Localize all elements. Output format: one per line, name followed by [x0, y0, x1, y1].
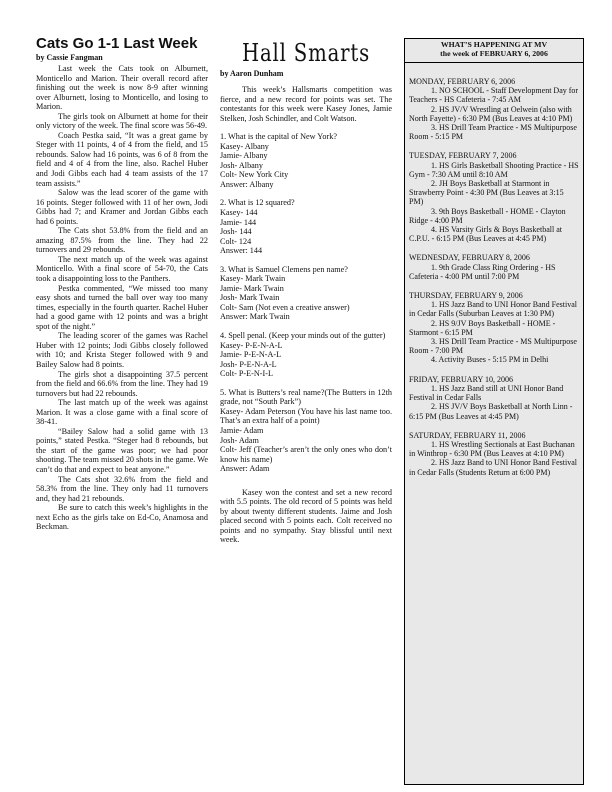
answer-line: Kasey- Albany: [220, 141, 269, 151]
calendar-day: [409, 431, 579, 477]
answer-line: Answer: 144: [220, 246, 263, 256]
article-outro: Kasey won the contest and set a new record with 5.5 points. The old record of 5 points was held by about twenty different students. Jaime and Josh placed second with 5 points each. Colt received no points and no sympathy. Stay blissful until next week.: [220, 487, 392, 545]
calendar-subtitle: the week of FEBRUARY 6, 2006: [440, 49, 548, 58]
question-text: 3. What is Samuel Clemens pen name?: [220, 264, 348, 274]
article-hall-smarts: [220, 36, 392, 545]
quiz-question: [220, 198, 392, 255]
day-label: THURSDAY, FEBRUARY 9, 2006: [409, 291, 523, 301]
event-item: 1. HS Wrestling Sectionals at East Buchanan in Winthrop - 6:30 PM (Bus Leaves at 4:10 PM): [409, 439, 575, 459]
calendar-header: [405, 39, 583, 63]
answer-line: Kasey- Adam Peterson (You have his last name too. That’s an extra half of a point): [220, 406, 392, 426]
article-body: [36, 64, 208, 532]
answer-line: Josh- Adam: [220, 435, 259, 445]
event-item: 1. NO SCHOOL - Staff Development Day for Teachers - HS Cafeteria - 7:45 AM: [409, 86, 579, 105]
answer-line: Colt- New York City: [220, 170, 289, 180]
answer-line: Jamie- Mark Twain: [220, 283, 284, 293]
article-paragraph: Coach Pestka said, “It was a great game by Steger with 11 points, 4 of 4 from the field, and 15 rebounds. Salow had 16 points, was 6 of 8 from the field and 4 of 4 from the line, also. Rachel Huber and Jodi Gibbs each had 4 team assists of the 17 team assists.”: [36, 130, 208, 188]
answer-line: Colt- P-E-N-I-L: [220, 369, 273, 379]
article-paragraph: The girls shot a disappointing 37.5 percent from the field and 66.6% from the line. They had 19 turnovers but had 22 rebounds.: [36, 369, 208, 398]
day-label: TUESDAY, FEBRUARY 7, 2006: [409, 151, 517, 161]
calendar-day: [409, 375, 579, 421]
answer-line: Jamie- 144: [220, 217, 257, 227]
calendar-day: [409, 151, 579, 243]
event-item: 1. 9th Grade Class Ring Ordering - HS Cafeteria - 4:00 PM until 7:00 PM: [409, 262, 556, 281]
article-paragraph: Last week the Cats took on Alburnett, Monticello and Marion. Their overall record after finishing out the week is now 8-9 after winning over Alburnett, losing to Monticello, and losing to Marion.: [36, 64, 208, 112]
answer-line: Jamie- Albany: [220, 151, 268, 161]
calendar-day: [409, 77, 579, 141]
day-label: FRIDAY, FEBRUARY 10, 2006: [409, 374, 513, 384]
article-paragraph: The next match up of the week was against Monticello. With a final score of 54-70, the Cats took a disappointing loss to the Panthers.: [36, 254, 208, 284]
article-cats-basketball: [36, 36, 208, 532]
article-paragraph: The girls took on Alburnett at home for their only victory of the week. The final score was 56-49.: [36, 111, 208, 131]
calendar-body: [405, 77, 583, 477]
question-text: 4. Spell penal. (Keep your minds out of the gutter): [220, 331, 386, 341]
event-item: 2. JH Boys Basketball at Starmont in Strawberry Point - 4:30 PM (Bus Leaves at 3:15 PM): [409, 179, 564, 207]
event-item: 2. HS JV/V Boys Basketball at North Linn - 6:15 PM (Bus Leaves at 4:45 PM): [409, 402, 573, 421]
answer-line: Josh- Albany: [220, 160, 263, 170]
answer-line: Josh- 144: [220, 227, 252, 237]
question-text: 2. What is 12 squared?: [220, 198, 295, 208]
quiz-question: [220, 331, 392, 379]
quiz-question: [220, 132, 392, 189]
answer-line: Jamie- Adam: [220, 425, 264, 435]
article-paragraph: The leading scorer of the games was Rachel Huber with 12 points; Jodi Gibbs closely followed with 10; and Krista Steger followed with 9 and Bailey Salow had 8 points.: [36, 331, 208, 369]
whats-happening-box: [404, 38, 584, 785]
event-item: 3. HS Drill Team Practice - MS Multipurpose Room - 5:15 PM: [409, 123, 577, 142]
quiz-question: [220, 388, 392, 474]
question-text: 1. What is the capital of New York?: [220, 132, 337, 142]
article-paragraph: The Cats shot 32.6% from the field and 58.3% from the line. They only had 11 turnovers and, they had 21 rebounds.: [36, 474, 208, 503]
day-label: WEDNESDAY, FEBRUARY 8, 2006: [409, 253, 530, 263]
event-item: 3. 9th Boys Basketball - HOME - Clayton Ridge - 4:00 PM: [409, 206, 566, 225]
answer-line: Colt- Jeff (Teacher’s aren’t the only ones who don’t know his name): [220, 445, 392, 464]
article-headline: Cats Go 1-1 Last Week: [36, 35, 198, 52]
event-item: 1. HS Girls Basketball Shooting Practice - HS Gym - 7:30 AM until 8:10 AM: [409, 160, 579, 179]
answer-line: Jamie- P-E-N-A-L: [220, 350, 282, 360]
article-paragraph: The last match up of the week was against Marion. It was a close game with a final score of 38-41.: [36, 398, 208, 427]
answer-line: Kasey- P-E-N-A-L: [220, 340, 283, 350]
article-paragraph: Be sure to catch this week’s highlights in the next Echo as the girls take on Ed-Co, Anamosa and Beckman.: [36, 503, 208, 532]
calendar-day: [409, 253, 579, 281]
article-byline: by Cassie Fangman: [36, 53, 103, 62]
calendar-title: WHAT’S HAPPENING AT MV: [440, 40, 548, 49]
answer-line: Kasey- 144: [220, 208, 258, 218]
event-item: 2. HS Jazz Band to UNI Honor Band Festival in Cedar Falls (Students Return at 6:00 PM): [409, 458, 577, 477]
answer-line: Colt- Sam (Not even a creative answer): [220, 302, 350, 312]
quiz-question: [220, 265, 392, 322]
question-text: 5. What is Butters’s real name?(The Butters in 12th grade, not “South Park”): [220, 387, 392, 407]
event-item: 1. HS Jazz Band still at UNI Honor Band Festival in Cedar Falls: [409, 383, 564, 403]
hall-smarts-title: Hall Smarts: [241, 39, 371, 67]
answer-line: Answer: Albany: [220, 179, 274, 189]
article-paragraph: Pestka commented, “We missed too many easy shots and turned the ball over way too many times, especially in the fourth quarter. Rachel Huber had a good game with 12 points and was a bright spot of the night.”: [36, 283, 208, 331]
day-label: SATURDAY, FEBRUARY 11, 2006: [409, 430, 526, 440]
answer-line: Kasey- Mark Twain: [220, 274, 286, 284]
answer-line: Answer: Adam: [220, 464, 270, 474]
article-paragraph: The Cats shot 53.8% from the field and an amazing 87.5% from the line. They had 22 turnovers and 29 rebounds.: [36, 226, 208, 255]
event-item: 1. HS Jazz Band to UNI Honor Band Festival in Cedar Falls (Suburban Leaves at 1:30 PM): [409, 300, 577, 319]
answer-line: Josh- P-E-N-A-L: [220, 359, 277, 369]
article-byline: by Aaron Dunham: [220, 69, 284, 78]
calendar-day: [409, 291, 579, 365]
article-paragraph: “Bailey Salow had a solid game with 13 points,” stated Pestka. “Steger had 8 rebounds, but the start of the game was poor; we had poor shooting. The team missed 20 shots in the game. We can’t do that and expect to beat anyone.”: [36, 426, 208, 474]
event-item: 4. HS Varsity Girls & Boys Basketball at C.P.U. - 6:15 PM (Bus Leaves at 4:45 PM): [409, 225, 562, 244]
article-intro: This week’s Hallsmarts competition was fierce, and a new record for points was set. The contestants for this week were Kasey Jones, Jamie Stelken, Josh Schindler, and Colt Watson.: [220, 85, 392, 123]
day-label: MONDAY, FEBRUARY 6, 2006: [409, 77, 516, 86]
event-item: 4. Activity Buses - 5:15 PM in Delhi: [431, 355, 549, 365]
answer-line: Josh- Mark Twain: [220, 293, 280, 303]
event-item: 2. HS 9/JV Boys Basketball - HOME - Starmont - 6:15 PM: [409, 318, 556, 337]
event-item: 3. HS Drill Team Practice - MS Multipurpose Room - 7:00 PM: [409, 337, 577, 356]
answer-line: Answer: Mark Twain: [220, 312, 290, 322]
answer-line: Colt- 124: [220, 236, 252, 246]
event-item: 2. HS JV/V Wrestling at Oelwein (also with North Fayette) - 6:30 PM (Bus Leaves at 4:10 PM): [409, 104, 573, 123]
article-paragraph: Salow was the lead scorer of the game with 16 points. Steger followed with 11 of her own, Jodi Gibbs had 7; and Kramer and Jordan Gibbs each had 6 points.: [36, 188, 208, 226]
